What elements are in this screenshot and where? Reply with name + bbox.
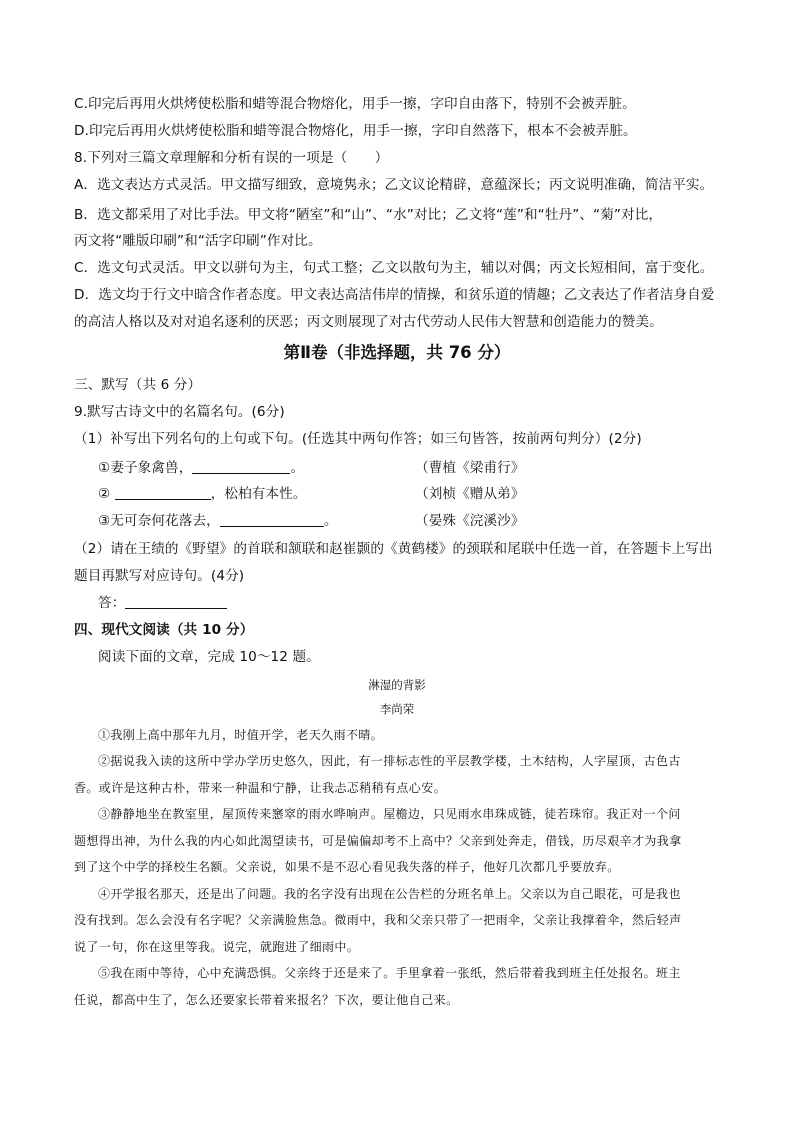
question-9-part-2: （2）请在王绩的《野望》的首联和颔联和赵崔颢的《黄鹤楼》的颈联和尾联中任选一首，在答题卡上写出	[74, 541, 713, 557]
q7-option-d: D.印完后再用火烘烤使松脂和蜡等混合物熔化，用手一擦，字印自然落下，根本不会被弄脏。	[74, 123, 637, 139]
answer-line	[98, 593, 227, 613]
answer-label: 答：	[98, 595, 126, 611]
article-paragraph-3: ③静静地坐在教室里，屋顶传来窸窣的雨水哗响声。屋檐边，只见雨水串珠成链，徒若珠帘。我正对一个问	[98, 807, 681, 821]
answer-blank-3[interactable]	[220, 512, 324, 527]
article-paragraph-5: ⑤我在雨中等待，心中充满恐惧。父亲终于还是来了。手里拿着一张纸，然后带着我到班主任处报名。班主	[98, 966, 681, 980]
section-3-heading: 三、默写（共 6 分）	[74, 377, 202, 393]
article-paragraph-3-continued: 题想得出神，为什么我的内心如此渴望读书，可是偏偏却考不上高中？父亲到处奔走，借钱，历尽艰辛才为我拿	[74, 834, 682, 848]
q8-option-a: A．选文表达方式灵活。甲文描写细致，意境隽永；乙文议论精辟，意蕴深长；丙文说明准确，简洁平实。	[74, 177, 714, 193]
article-paragraph-4: ④开学报名那天，还是出了问题。我的名字没有出现在公告栏的分班名单上。父亲以为自己眼花，可是我也	[98, 887, 681, 901]
recite-item-3-text: ③无可奈何花落去，	[98, 513, 220, 529]
question-9-part-1: （1）补写出下列名句的上句或下句。(任选其中两句作答；如三句皆答，按前两句判分）(2分)	[74, 431, 642, 447]
recite-item-1-text: ①妻子象禽兽，	[98, 460, 193, 476]
part-2-title: 第Ⅱ卷（非选择题，共 76 分）	[283, 343, 511, 362]
recite-item-3	[98, 511, 338, 531]
article-paragraph-1: ①我刚上高中那年九月，时值开学，老天久雨不晴。	[98, 728, 384, 742]
question-9-part-2-continued: 题目再默写对应诗句。(4分)	[74, 568, 245, 584]
q8-option-c: C．选文句式灵活。甲文以骈句为主，句式工整；乙文以散句为主，辅以对偶；丙文长短相间，富于变化。	[74, 260, 714, 276]
section-4-heading: 四、现代文阅读（共 10 分）	[74, 622, 254, 638]
answer-blank-1[interactable]	[192, 459, 290, 474]
recite-item-3-source: （晏殊《浣溪沙》	[415, 513, 525, 529]
q7-option-c: C.印完后再用火烘烤使松脂和蜡等混合物熔化，用手一擦，字印自由落下，特别不会被弄脏。	[74, 96, 636, 112]
question-9: 9.默写古诗文中的名篇名句。(6分)	[74, 404, 285, 420]
answer-blank-4[interactable]	[125, 594, 227, 609]
recite-item-2-text: ②	[98, 486, 115, 502]
article-paragraph-4-end: 说了一句，你在这里等我。说完，就跑进了细雨中。	[74, 940, 360, 954]
recite-item-1-source: （曹植《梁甫行》	[415, 460, 525, 476]
q8-option-d-continued: 的高洁人格以及对对追名逐利的厌恶；丙文则展现了对古代劳动人民伟大智慧和创造能力的赞美。	[74, 314, 663, 330]
article-author: 李尚荣	[379, 702, 415, 716]
article-paragraph-2-continued: 香。或许是这种古朴，带来一种温和宁静，让我忐忑稍稍有点心安。	[74, 781, 447, 795]
article-paragraph-3-end: 到了这个中学的择校生名额。父亲说，如果不是不忍心看见我失落的样子，他好几次都几乎要放弃。	[74, 860, 620, 874]
recite-item-2	[98, 484, 307, 504]
article-title: 淋湿的背影	[368, 678, 426, 692]
recite-item-1-end: 。	[290, 460, 305, 476]
q8-option-b-continued: 丙文将“雕版印刷”和“活字印刷”作对比。	[74, 233, 322, 249]
article-paragraph-2: ②据说我入读的这所中学办学历史悠久，因此，有一排标志性的平层教学楼，土木结构，人字屋顶，古色古	[98, 754, 681, 768]
article-paragraph-4-continued: 没有找到。怎么会没有名字呢？父亲满脸焦急。微雨中，我和父亲只带了一把雨伞，父亲让我撑着伞，然后轻声	[74, 913, 682, 927]
q8-stem: 8.下列对三篇文章理解和分析有误的一项是（ ）	[74, 150, 389, 166]
reading-instruction: 阅读下面的文章，完成 10～12 题。	[98, 649, 320, 665]
recite-item-2-end: ，松柏有本性。	[210, 486, 307, 502]
recite-item-1	[98, 458, 304, 478]
q8-option-b: B．选文都采用了对比手法。甲文将“陋室”和“山”、“水”对比；乙文将“莲”和“牡丹”、“菊”对比，	[74, 207, 663, 223]
recite-item-2-source: （刘桢《赠从弟》	[415, 486, 525, 502]
recite-item-3-end: 。	[323, 513, 338, 529]
answer-blank-2[interactable]	[115, 485, 211, 500]
q8-option-d: D．选文均于行文中暗含作者态度。甲文表达高洁伟岸的情操，和贫乐道的情趣；乙文表达了作者洁身自爱	[74, 287, 715, 303]
article-paragraph-5-continued: 任说，都高中生了，怎么还要家长带着来报名？下次，要让他自己来。	[74, 993, 459, 1007]
